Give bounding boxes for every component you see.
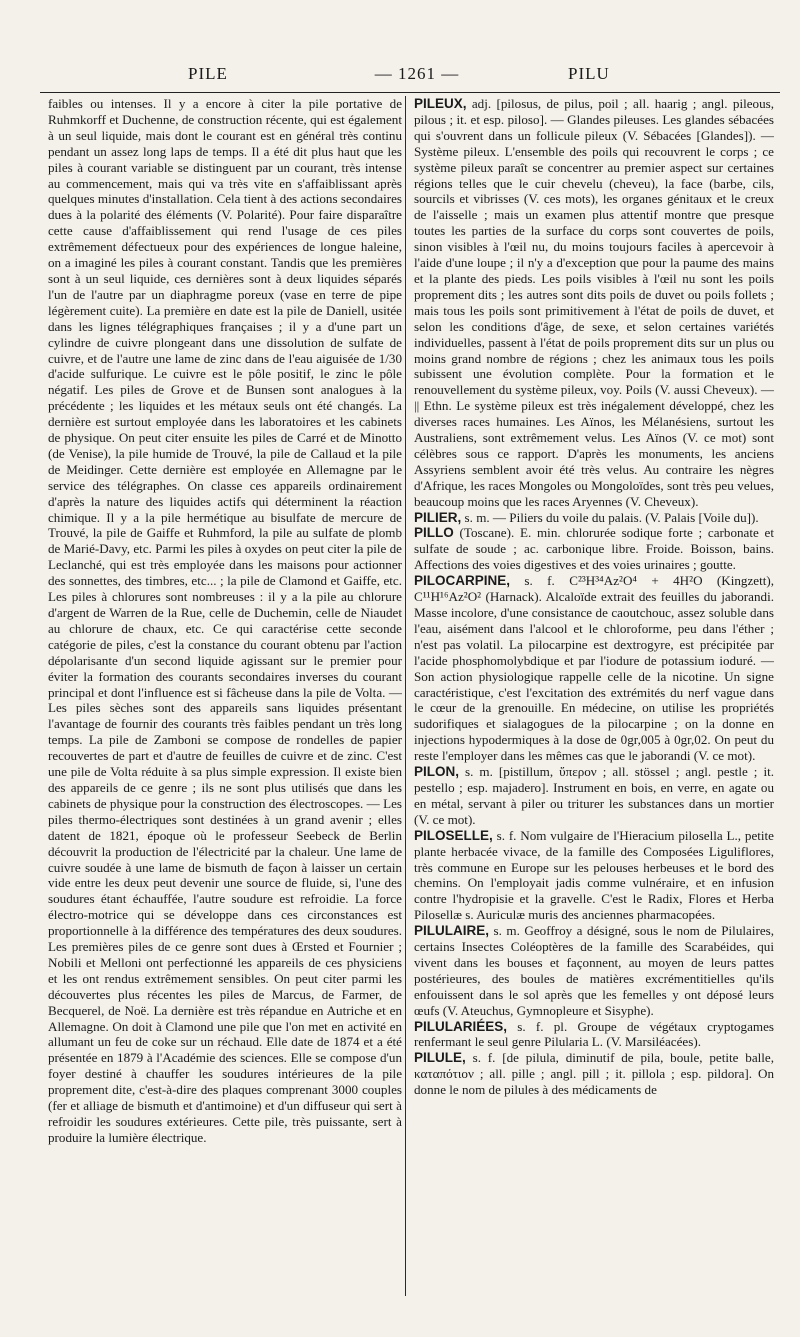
entry-head: PILEUX, <box>414 96 467 111</box>
entry-pilon <box>414 764 774 828</box>
entry-pilulariees <box>414 1019 774 1051</box>
header-left-word: PILE <box>188 64 228 83</box>
entry-pilocarpine <box>414 573 774 764</box>
entry-body: s. f. [de pilula, diminutif de pila, boule, petite balle, καταπότιον ; all. pille ; angl. pill ; it. pillola ; esp. pildora]. On donne le nom de pilules à des médicaments de <box>414 1050 774 1098</box>
page-number: — 1261 — <box>374 64 460 83</box>
entry-head: PILOCARPINE, <box>414 573 511 589</box>
entry-body: s. f. C²³H³⁴Az²O⁴ + 4H²O (Kingzett), C¹¹H¹⁶Az²O² (Harnack). Alcaloïde extrait des feuilles du jaborandi. Masse incolore, d'une consistance de caoutchouc, assez soluble dans l'eau, aisément dans l'alcool et le chloroforme, peu dans l'éther ; n'est pas volatil. La pilocarpine est dextrogyre, est précipitée par l'acide phosphomolybdique et par l'iodure de potassium ioduré. — Son action physiologique rappelle celle de la nicotine. Un signe caractéristique, c'est l'excitation des extrémités du nerf vague dans le cœur de la grenouille. En médecine, on utilise les propriétés sudorifiques et sialagogues de la pilocarpine ; on la donne en injections hypodermiques à la dose de 0gr,005 à 0gr,02. On peut du reste l'employer dans les mêmes cas que le jaborandi (V. ce mot). <box>414 573 774 764</box>
entry-body: (Toscane). E. min. chlorurée sodique forte ; carbonate et sulfate de soude ; ac. carbonique libre. Froide. Boisson, bains. Affections des voies digestives et des voies urinaires ; goutte. <box>414 525 774 573</box>
entry-body: s. m. — Piliers du voile du palais. (V. Palais [Voile du]). <box>464 509 759 525</box>
running-header <box>40 60 760 90</box>
entry-body: s. m. Geoffroy a désigné, sous le nom de Pilulaires, certains Insectes Coléoptères de la famille des Scarabéides, qui vivent dans les bouses et façonnent, au moyen de leurs pattes postérieures, des boules de matières excrémentitielles qu'ils enfouissent dans le sol après que les femelles y ont déposé leurs œufs (V. Ateuchus, Gymnopleure et Sisyphe). <box>414 923 774 1018</box>
entry-pileux <box>414 96 774 510</box>
entry-head: PILON, <box>414 764 460 780</box>
entry-body: s. m. [pistillum, ὕπερον ; all. stössel ; angl. pestle ; it. pestello ; esp. majadero]. Instrument en bois, en verre, en agate ou en métal, servant à piler ou triturer les substances dans un mortier (V. ce mot). <box>414 764 774 827</box>
entry-pilule <box>414 1050 774 1098</box>
left-column-text: faibles ou intenses. Il y a encore à citer la pile portative de Ruhmkorff et Duchenne, de construction récente, qui est également à un seul liquide, mais dont le courant est en général très continu pendant un assez long laps de temps. Il a été dit plus haut que les piles à courant variable se distinguent par un courant, très intense au commencement, mais qui va très vite en s'affaiblissant après quelques minutes d'installation. Cela tient à des actions secondaires dues à la polarité des éléments (V. Polarité). Pour faire disparaître cette cause d'affaiblissement qui rend l'usage de ces piles extrêmement défectueux pour des expériences de longue haleine, on a imaginé les piles à courant constant. Tandis que les premières sont à un seul liquide, ces dernières sont à deux liquides séparés l'un de l'autre par un diaphragme poreux (vase en terre de pipe légèrement cuite). La première en date est la pile de Daniell, usitée dans les lignes télégraphiques françaises ; il y a d'une part un cylindre de cuivre plongeant dans une dissolution de sulfate de cuivre, et de l'autre une lame de zinc dans de l'eau aiguisée de 1/30 d'acide sulfurique. Le cuivre est le pôle positif, le zinc le pôle négatif. Les piles de Grove et de Bunsen sont analogues à la précédente ; les liquides et les métaux seuls ont été changés. La dernière est surtout employée dans les laboratoires et les cabinets de physique. On peut citer ensuite les piles de Carré et de Minotto (de Venise), la pile humide de Trouvé, la pile de Callaud et la pile de Meidinger. Cette dernière est employée en Allemagne par le service des télégraphes. On classe ces appareils ordinairement d'après la nature des liquides actifs qui déterminent la réaction chimique. Il y a la pile hermétique au bisulfate de mercure de Trouvé, la pile de Gaiffe et Ruhmford, la pile au sulfate de plomb de Marié-Davy, etc. Parmi les piles à oxydes on peut citer la pile de Leclanché, qui est très employée dans les maisons pour actionner des sonnettes, des timbres, etc... ; la pile de Clamond et Gaiffe, etc. Les piles à chlorures sont nombreuses : il y a la pile au chlorure d'argent de Warren de la Rue, celle de Duchemin, celle de Niaudet au chlorure de chaux, etc. Ce qui caractérise cette seconde catégorie de piles, c'est la constance du courant obtenu par l'action dépolarisante d'un second liquide agissant sur le premier pour éviter la formation des courants secondaires inverses du courant principal et dont l'influence est si fâcheuse dans la pile de Volta. — Les piles sèches sont des appareils sans liquides présentant l'avantage de fournir des courants très faibles pendant un très long temps. La pile de Zamboni se compose de rondelles de papier recouvertes de part et d'autre de feuilles de cuivre et de zinc. C'est une pile de Volta réduite à sa plus simple expression. Il existe bien des appareils de ce genre ; ils ne sont plus utilisés que dans les cabinets de physique pour la construction des électroscopes. — Les piles thermo-électriques sont destinées à un grand avenir ; elles datent de 1821, époque où le professeur Seebeck de Berlin découvrit la production de l'électricité par la chaleur. Une lame de cuivre soudée à une lame de bismuth de façon à laisser un certain vide entre les deux peut devenir une source de fluide, si, l'une des soudures étant échauffée, l'autre soudure est refroidie. La force électro-motrice qui se développe dans ces circonstances est proportionnelle à la différence des températures des deux soudures. Les premières piles de ce genre sont dues à Œrsted et Fournier ; Nobili et Melloni ont perfectionné les appareils de ces physiciens et les ont rendus extrêmement sensibles. On peut citer parmi les découvertes plus récentes les piles de Marcus, de Farmer, de Becquerel, de Noë. La dernière est très répandue en Autriche et en Allemagne. On doit à Clamond une pile que l'on met en activité en allumant un feu de coke sur un réchaud. Elle date de 1874 et a été présentée en 1879 à l'Académie des sciences. Elle se compose d'un foyer destiné à chauffer les soudures intérieures de la pile proprement dite, c'est-à-dire des plaques comprenant 3000 couples (fer et alliage de bismuth et d'antimoine) et d'un diffuseur qui sert à refroidir les soudures extérieures. Cette pile, très puissante, sert à produire la lumière électrique. <box>48 96 402 1145</box>
entry-pillo <box>414 525 774 573</box>
entry-pilier <box>414 510 774 526</box>
right-column <box>414 96 774 1301</box>
entry-head: PILULARIÉES, <box>414 1018 508 1034</box>
header-right-word: PILU <box>568 64 610 83</box>
header-rule <box>40 92 780 93</box>
entry-head: PILULAIRE, <box>414 923 490 939</box>
entry-body: adj. [pilosus, de pilus, poil ; all. haarig ; angl. pileous, pilous ; it. et esp. piloso]. — Glandes pileuses. Les glandes sébacées qui s'ouvrent dans un follicule pileux (V. Sébacées [Glandes]). — Système pileux. L'ensemble des poils qui recouvrent le corps ; ce système pileux paraît se concentrer au premier aspect sur certaines régions telles que le cuir chevelu (cheveu), la face (barbe, cils, sourcils et vibrisses (V. ces mots), les organes génitaux et le creux de l'aisselle ; mais un examen plus attentif montre que presque toutes les parties de la surface du corps sont couvertes de poils, sinon visibles à l'œil nu, du moins toujours faciles à apercevoir à l'aide d'une loupe ; il n'y a d'exception que pour la paume des mains et la plante des pieds. Les poils visibles à l'œil nu sont les poils proprement dits ; les autres sont dits poils de duvet ou poils follets ; mais tous les poils sont primitivement à l'état de poils de duvet, et selon les conditions d'âge, de sexe, et selon certaines variétés individuelles, passent à l'état de poils proprement dits sur un plus ou moins grand nombre de régions ; chez les animaux tous les poils subissent une évolution complète. Pour la formation et le renouvellement du système pileux, voy. Poils (V. aussi Cheveux). — || Ethn. Le système pileux est très inégalement développé, chez les diverses races humaines. Les Aïnos, les Mélanésiens, surtout les Australiens, sont extrêmement velus. Les Aïnos (V. ce mot) sont célèbres sous ce rapport. D'après les monuments, les anciens Assyriens semblent avoir été très velus. Au contraire les nègres d'Afrique, les races Mongoles ou Mongoloïdes, sont très peu velues, beaucoup moins que les races Aryennes (V. Cheveux). <box>414 96 774 509</box>
column-divider <box>405 96 406 1296</box>
entry-head: PILIER, <box>414 509 462 525</box>
entry-head: PILOSELLE, <box>414 827 493 843</box>
entry-pilulaire <box>414 923 774 1018</box>
left-column <box>48 96 402 1301</box>
entry-head: PILLO <box>414 525 454 541</box>
entry-head: PILULE, <box>414 1050 466 1066</box>
entry-body: s. f. Nom vulgaire de l'Hieracium pilosella L., petite plante herbacée vivace, de la famille des Composées Liguliflores, très commune en Europe sur les pelouses herbeuses et le bord des chemins. On l'employait jadis comme vulnéraire, et en infusion contre l'hydropisie et la gravelle. C'est le Radix, Flores et Herba Pilosellæ s. Auriculæ muris des anciennes pharmacopées. <box>414 827 774 923</box>
entry-body: s. f. pl. Groupe de végétaux cryptogames renfermant le seul genre Pilularia L. (V. Marsiléacées). <box>414 1018 774 1050</box>
entry-piloselle <box>414 828 774 923</box>
